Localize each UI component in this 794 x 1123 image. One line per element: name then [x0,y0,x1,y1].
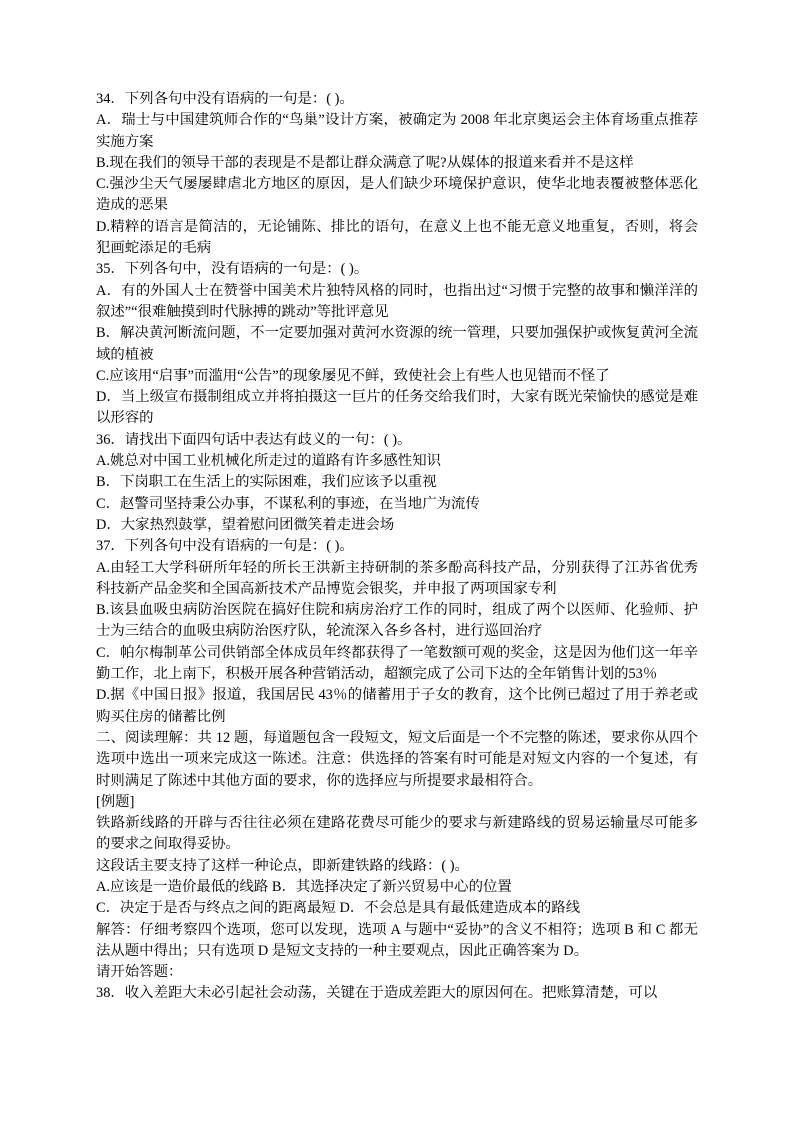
question-36-option-b: B．下岗职工在生活上的实际困难，我们应该予以重视 [96,474,437,491]
question-34-stem: 34．下列各句中没有语病的一句是：( )。 [96,91,354,107]
question-37 [96,536,698,728]
example-options-ab: A.应该是一造价最低的线路 B．其选择决定了新兴贸易中心的位置 [96,878,512,895]
question-36-option-c: C．赵警司坚持秉公办事，不谋私利的事迹，在当地广为流传 [96,495,480,512]
question-34-option-b: B.现在我们的领导干部的表现是不是都让群众满意了呢?从媒体的报道来看并不是这样 [96,154,634,171]
question-34 [96,89,698,259]
question-37-option-c: C．帕尔梅制革公司供销部全体成员年终都获得了一笔数额可观的奖金，这是因为他们这一年辛勤工作，北上南下，积极开展各种营销活动，超额完成了公司下达的全年销售计划的53％ [96,644,698,683]
question-35-option-c: C.应该用“启事”而滥用“公告”的现象屡见不鲜，致使社会上有些人也见错而不怪了 [96,367,610,384]
question-35-option-d: D．当上级宣布摄制组成立并将拍摄这一巨片的任务交给我们时，大家有既光荣愉快的感觉是难以形容的 [96,389,698,427]
question-36 [96,430,698,536]
question-34-option-d: D.精粹的语言是简洁的，无论铺陈、排比的语句，在意义上也不能无意义地重复，否则，将会犯画蛇添足的毛病 [96,218,698,257]
reading-section-intro: 二、阅读理解：共 12 题，每道题包含一段短文，短文后面是一个不完整的陈述，要求你从四个选项中选出一项来完成这一陈述。注意：供选择的答案有时可能是对短文内容的一个复述，有时则满足了陈述中其他方面的要求，你的选择应与所提要求最相符合。 [96,729,698,789]
question-34-option-c: C.强沙尘天气屡屡肆虐北方地区的原因，是人们缺少环境保护意识，使华北地表覆被整体恶化造成的恶果 [96,176,698,214]
example-answer-explanation: 解答：仔细考察四个选项，您可以发现，选项 A 与题中“妥协”的含义不相符；选项 B 和 C 都无法从题中得出；只有选项 D 是短文支持的一种主要观点，因此正确答案为 D。 [96,921,698,959]
question-35-option-b: B．解决黄河断流问题，不一定要加强对黄河水资源的统一管理，只要加强保护或恢复黄河全流域的植被 [96,325,698,363]
question-35-option-a: A．有的外国人士在赞誉中国美术片独特风格的同时，也指出过“习惯于完整的故事和懒洋洋的叙述”“很难触摸到时代脉搏的跳动”等批评意见 [96,282,698,320]
example-options-cd: C．决定于是否与终点之间的距离最短 D．不会总是具有最低建造成本的路线 [96,900,581,917]
question-36-option-d: D．大家热烈鼓掌，望着慰问团微笑着走进会场 [96,516,395,533]
question-37-option-a: A.由轻工大学科研所年轻的所长王洪新主持研制的茶多酚高科技产品，分别获得了江苏省优秀科技新产品金奖和全国高新技术产品博览会银奖，并申报了两项国家专利 [96,559,698,597]
example-question: 这段话主要支持了这样一种论点，即新建铁路的线路：( )。 [96,857,469,874]
question-36-option-a: A.姚总对中国工业机械化所走过的道路有许多感性知识 [96,453,441,470]
example-passage: 铁路新线路的开辟与否往往必须在建路花费尽可能少的要求与新建路线的贸易运输量尽可能多的要求之间取得妥协。 [96,815,698,853]
section-reading-comprehension [96,728,698,1005]
question-37-option-b: B.该县血吸虫病防治医院在搞好住院和病房治疗工作的同时，组成了两个以医师、化验师、护士为三结合的血吸虫病防治医疗队，轮流深入各乡各村，进行巡回治疗 [96,602,698,640]
example-label: [例题] [96,793,135,810]
question-36-stem: 36．请找出下面四句话中表达有歧义的一句：( )。 [96,431,412,448]
question-38-stem-partial: 38．收入差距大未必引起社会动荡，关键在于造成差距大的原因何在。把账算清楚，可以 [96,985,658,1002]
begin-answering-prompt: 请开始答题： [96,964,183,981]
question-34-option-a: A．瑞士与中国建筑师合作的“鸟巢”设计方案，被确定为 2008 年北京奥运会主体育场重点推荐实施方案 [96,112,698,150]
question-35 [96,259,698,429]
question-35-stem: 35．下列各句中，没有语病的一句是：( )。 [96,261,369,278]
section-grammar-questions [96,89,698,728]
question-37-option-d: D.据《中国日报》报道，我国居民 43％的储蓄用于子女的教育，这个比例已超过了用于养老或购买住房的储蓄比例 [96,687,698,725]
question-37-stem: 37．下列各句中没有语病的一句是：( )。 [96,538,354,555]
